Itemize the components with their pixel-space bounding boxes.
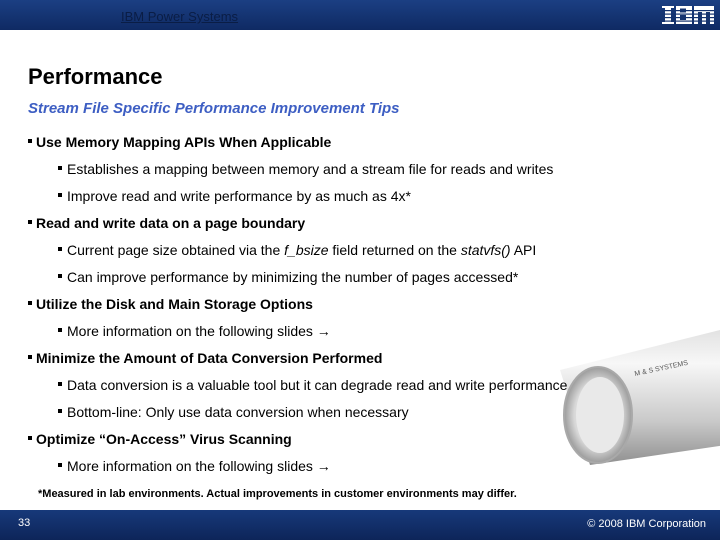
bullet-square-icon [58, 382, 62, 386]
page-number: 33 [18, 517, 31, 529]
sub-bullet-item: Current page size obtained via the f_bsize field returned on the statvfs() API [58, 242, 536, 258]
bullet-square-icon [28, 220, 32, 224]
bullet-square-icon [58, 247, 62, 251]
bullet-item: Use Memory Mapping APIs When Applicable [28, 134, 331, 150]
sub-bullet-item: Data conversion is a valuable tool but it can degrade read and write performance [58, 377, 567, 393]
bullet-item: Read and write data on a page boundary [28, 215, 305, 231]
bullet-item: Minimize the Amount of Data Conversion Performed [28, 350, 382, 366]
sub-bullet-item: Improve read and write performance by as much as 4x* [58, 188, 411, 204]
sub-bullet-item: More information on the following slides → [58, 458, 331, 474]
bullet-square-icon [28, 139, 32, 143]
bullet-square-icon [28, 301, 32, 305]
footer-bar [0, 510, 720, 540]
pvc-pipe-image [560, 310, 720, 470]
bullet-item: Utilize the Disk and Main Storage Options [28, 296, 313, 312]
bullet-square-icon [58, 409, 62, 413]
bullet-square-icon [28, 436, 32, 440]
bullet-square-icon [58, 463, 62, 467]
header-bar [0, 0, 720, 30]
svg-text:M & S SYSTEMS: M & S SYSTEMS [633, 359, 689, 378]
brand-label: IBM Power Systems [121, 9, 239, 24]
bullet-square-icon [58, 328, 62, 332]
page-title: Performance [28, 64, 163, 89]
sub-bullet-item: Bottom-line: Only use data conversion when necessary [58, 404, 409, 420]
bullet-square-icon [58, 274, 62, 278]
page-subtitle: Stream File Specific Performance Improvement Tips [28, 100, 400, 117]
sub-bullet-item: Establishes a mapping between memory and a stream file for reads and writes [58, 161, 553, 177]
sub-bullet-item: More information on the following slides → [58, 323, 331, 339]
bullet-square-icon [58, 166, 62, 170]
bullet-square-icon [58, 193, 62, 197]
ibm-logo [662, 4, 714, 26]
copyright-text: © 2008 IBM Corporation [587, 518, 706, 530]
sub-bullet-item: Can improve performance by minimizing the number of pages accessed* [58, 269, 518, 285]
bullet-item: Optimize “On-Access” Virus Scanning [28, 431, 292, 447]
footnote: *Measured in lab environments. Actual improvements in customer environments may differ. [38, 488, 517, 500]
bullet-square-icon [28, 355, 32, 359]
